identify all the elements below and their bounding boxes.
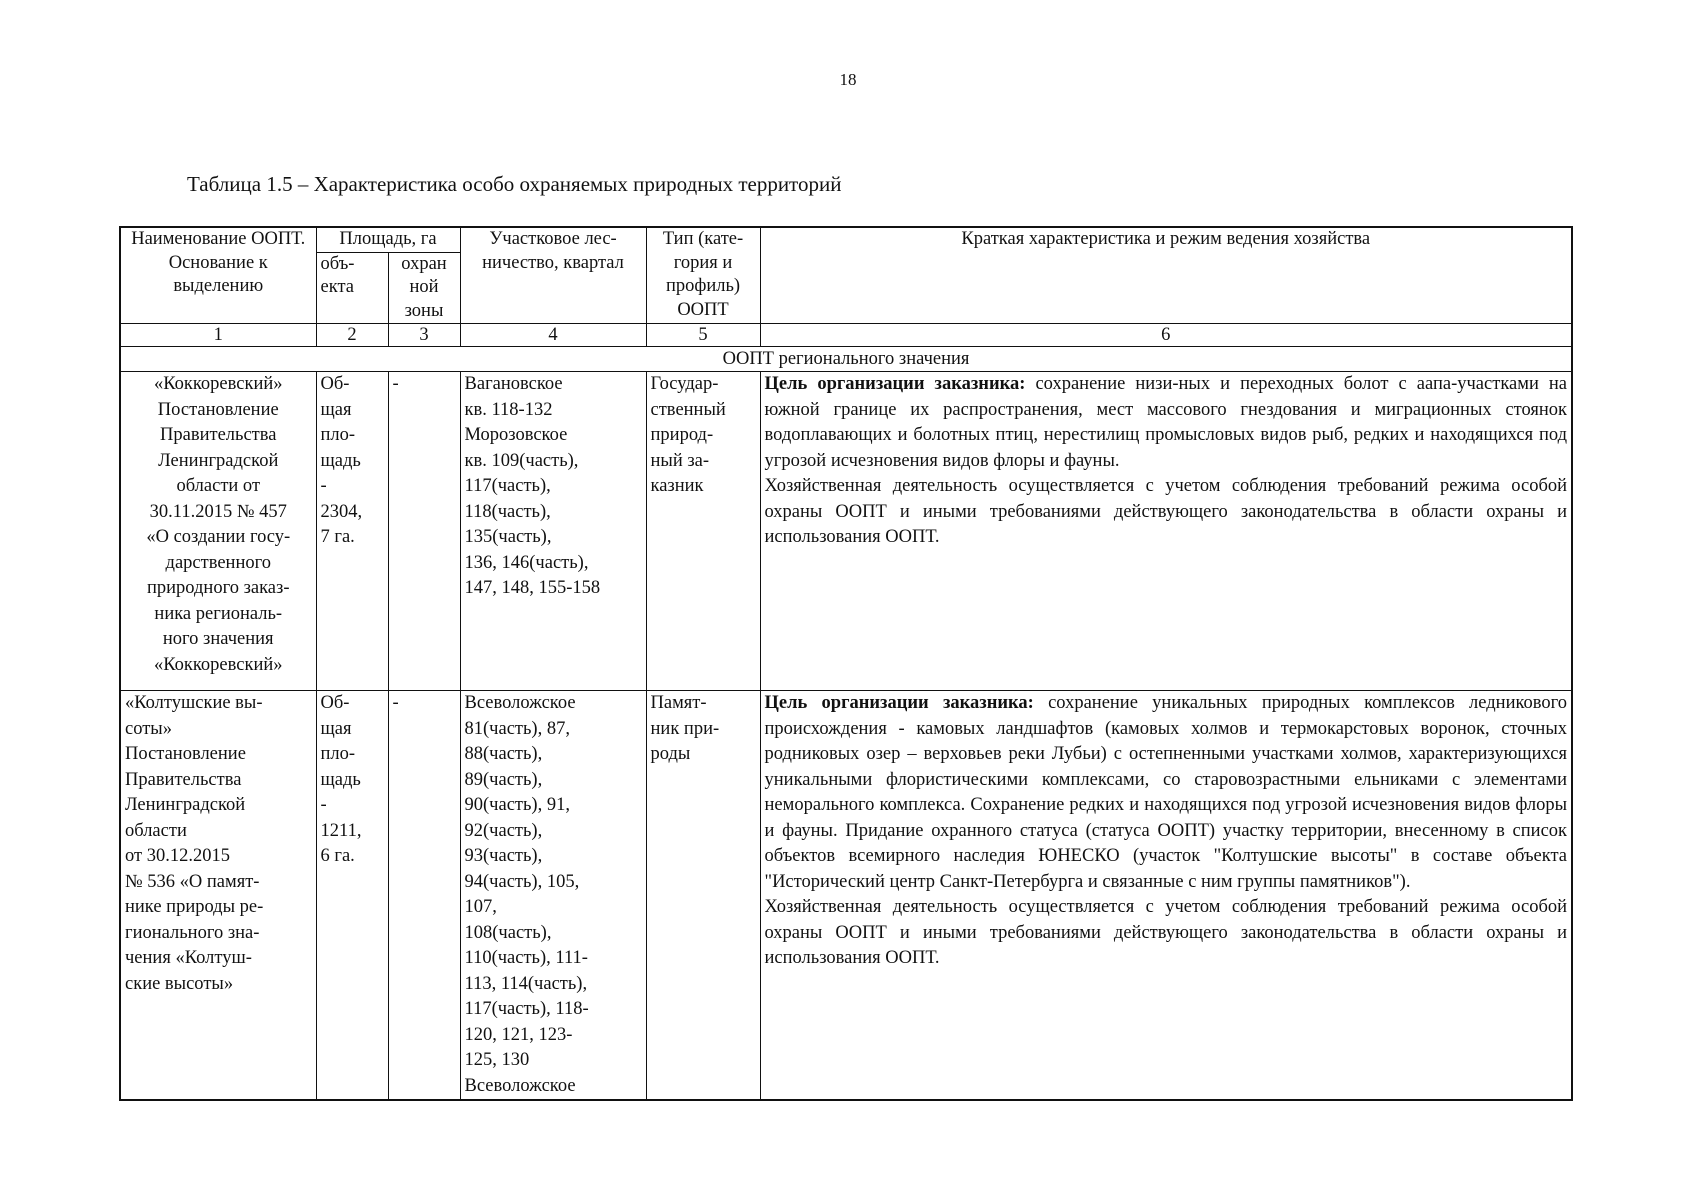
basis-line: ские высоты» (125, 973, 234, 994)
description-cell (760, 691, 1572, 1101)
area-line: Об- (320, 693, 350, 713)
forestry-line: 93(часть), (464, 846, 543, 866)
basis-cell (120, 691, 316, 1101)
header-area: Площадь, га (316, 227, 460, 252)
forestry-line: 118(часть), (464, 501, 551, 522)
forestry-line: 110(часть), 111- (464, 948, 588, 968)
column-number: 2 (316, 324, 388, 347)
area-cell (316, 691, 388, 1101)
basis-line: области (125, 820, 187, 841)
buffer-cell: - (388, 691, 460, 1101)
column-number: 5 (646, 324, 760, 347)
basis-line: Постановление (125, 744, 246, 764)
table-row (120, 372, 1572, 691)
area-line: 6 га. (320, 846, 355, 866)
forestry-cell (460, 691, 646, 1101)
type-line: ник при- (650, 718, 720, 739)
type-line: природ- (650, 425, 714, 445)
type-line: роды (650, 744, 691, 764)
goal-label: Цель организации заказника: (764, 693, 1034, 713)
goal-text: сохранение уникальных природных комплексов ледникового происхождения - камовых ландшафтов (камовых холмов и термокарстовых воронок, сточных родниковых озер – верховьев реки Лубьи) с остепненными участками холмов, характеризующихся уникальными флористическими комплексами, со старовозрастными ельниками с элементами неморального комплекса. Сохранение редких и находящихся под угрозой исчезновения видов флоры и фауны. Придание охранного статуса (статуса ООПТ) участку территории, внесенному в список объектов всемирного наследия ЮНЕСКО (участок "Колтушские высоты" в составе объекта "Исторический центр Санкт-Петербурга и связанные с ним группы памятников"). (764, 693, 1568, 892)
area-line: Об- (320, 374, 350, 394)
forestry-line: 113, 114(часть), (464, 973, 588, 994)
type-line: казник (650, 476, 704, 496)
forestry-line: 94(часть), 105, (464, 871, 580, 892)
table-row (120, 691, 1572, 1101)
basis-line: Правительства (125, 769, 242, 790)
basis-line: ного значения (162, 629, 274, 649)
forestry-line: 135(часть), (464, 527, 552, 547)
area-line: щадь (320, 450, 361, 471)
type-line: ственный (650, 399, 726, 420)
forestry-line: кв. 118-132 (464, 399, 553, 420)
column-numbers-row (120, 324, 1572, 347)
area-line: - (320, 476, 327, 496)
area-line: щая (320, 718, 352, 739)
header-forestry: Участковое лес- ничество, квартал (460, 227, 646, 324)
header-description: Краткая характеристика и режим ведения хозяйства (760, 227, 1572, 324)
page-number: 18 (839, 70, 857, 89)
regime-paragraph: Хозяйственная деятельность осуществляется с учетом соблюдения требований режима особой охраны ООПТ и иными требованиями действующего законодательства в области охраны и использования ООПТ. (764, 897, 1568, 968)
forestry-line: 90(часть), 91, (464, 795, 570, 815)
header-area-buffer: охран ной зоны (388, 252, 460, 324)
area-line: 1211, (320, 820, 362, 841)
forestry-line: 89(часть), (464, 769, 543, 790)
table-caption: Таблица 1.5 – Характеристика особо охраняемых природных территорий (187, 172, 842, 196)
area-cell (316, 372, 388, 691)
basis-line: Ленинградской (125, 795, 246, 815)
basis-line: «О создании госу- (146, 527, 291, 547)
basis-line: № 536 «О памят- (125, 871, 260, 892)
regime-paragraph: Хозяйственная деятельность осуществляется с учетом соблюдения требований режима особой охраны ООПТ и иными требованиями действующего законодательства в области охраны и использования ООПТ. (764, 476, 1568, 547)
basis-line: «Коккоревский» (153, 654, 283, 675)
basis-line: чения «Колтуш- (125, 948, 252, 968)
forestry-line: 125, 130 (464, 1050, 530, 1070)
header-name: Наименование ООПТ. Основание к выделению (120, 227, 316, 324)
area-line: - (320, 795, 327, 815)
basis-line: ника региональ- (154, 603, 283, 624)
forestry-line: 81(часть), 87, (464, 718, 570, 739)
basis-line: Ленинградской (158, 450, 279, 471)
column-number: 1 (120, 324, 316, 347)
basis-line: от 30.12.2015 (125, 846, 230, 866)
area-line: 2304, (320, 501, 363, 522)
forestry-line: 117(часть), 118- (464, 999, 589, 1019)
oopt-table (119, 226, 1573, 1101)
basis-cell (120, 372, 316, 691)
forestry-line: 117(часть), (464, 476, 551, 496)
forestry-line: 120, 121, 123- (464, 1024, 573, 1045)
header-area-object: объ- екта (316, 252, 388, 324)
type-line: Государ- (650, 374, 719, 394)
area-line: щая (320, 399, 352, 420)
basis-line: дарственного (165, 552, 271, 573)
basis-line: области от (176, 476, 261, 496)
basis-line: Правительства (160, 425, 277, 445)
forestry-line: 108(часть), (464, 922, 552, 943)
section-row (120, 347, 1572, 372)
goal-label: Цель организации заказника: (764, 374, 1026, 394)
column-number: 6 (760, 324, 1572, 347)
header-type: Тип (кате- гория и профиль) ООПТ (646, 227, 760, 324)
forestry-line: кв. 109(часть), (464, 450, 579, 471)
basis-line: соты» (125, 718, 172, 739)
buffer-cell: - (388, 372, 460, 691)
basis-line: гионального зна- (125, 922, 260, 943)
forestry-line: Вагановское (464, 374, 563, 394)
forestry-line: Всеволожское (464, 1075, 576, 1096)
goal-paragraph (765, 691, 1568, 895)
goal-paragraph (765, 372, 1568, 474)
forestry-line: 88(часть), (464, 744, 543, 764)
area-line: пло- (320, 425, 356, 445)
goal-text: сохранение низи-ных и переходных болот с аапа-участками на южной границе их распространения, мест массового гнездования и миграционных стоянок водоплавающих и болотных птиц, нерестилищ промысловых видов рыб, редких и находящихся под угрозой исчезновения видов флоры и фауны. (764, 374, 1568, 471)
section-title: ООПТ регионального значения (120, 347, 1572, 372)
area-line: щадь (320, 769, 361, 790)
type-line: ный за- (650, 450, 710, 471)
area-line: 7 га. (320, 527, 355, 547)
basis-line: природного заказ- (147, 578, 290, 598)
basis-line: 30.11.2015 № 457 (149, 501, 287, 522)
type-line: Памят- (650, 693, 707, 713)
column-number: 3 (388, 324, 460, 347)
forestry-line: 147, 148, 155-158 (464, 578, 601, 598)
basis-line: «Колтушские вы- (125, 693, 263, 713)
basis-line: «Коккоревский» (153, 374, 283, 394)
forestry-cell (460, 372, 646, 691)
basis-line: нике природы ре- (125, 897, 264, 917)
forestry-line: 107, (464, 897, 497, 917)
area-line: пло- (320, 744, 356, 764)
type-cell (646, 372, 760, 691)
column-number: 4 (460, 324, 646, 347)
forestry-line: 92(часть), (464, 820, 543, 841)
forestry-line: Всеволожское (464, 693, 576, 713)
description-cell (760, 372, 1572, 691)
forestry-line: 136, 146(часть), (464, 552, 589, 573)
forestry-line: Морозовское (464, 425, 568, 445)
type-cell (646, 691, 760, 1101)
basis-line: Постановление (157, 399, 279, 420)
